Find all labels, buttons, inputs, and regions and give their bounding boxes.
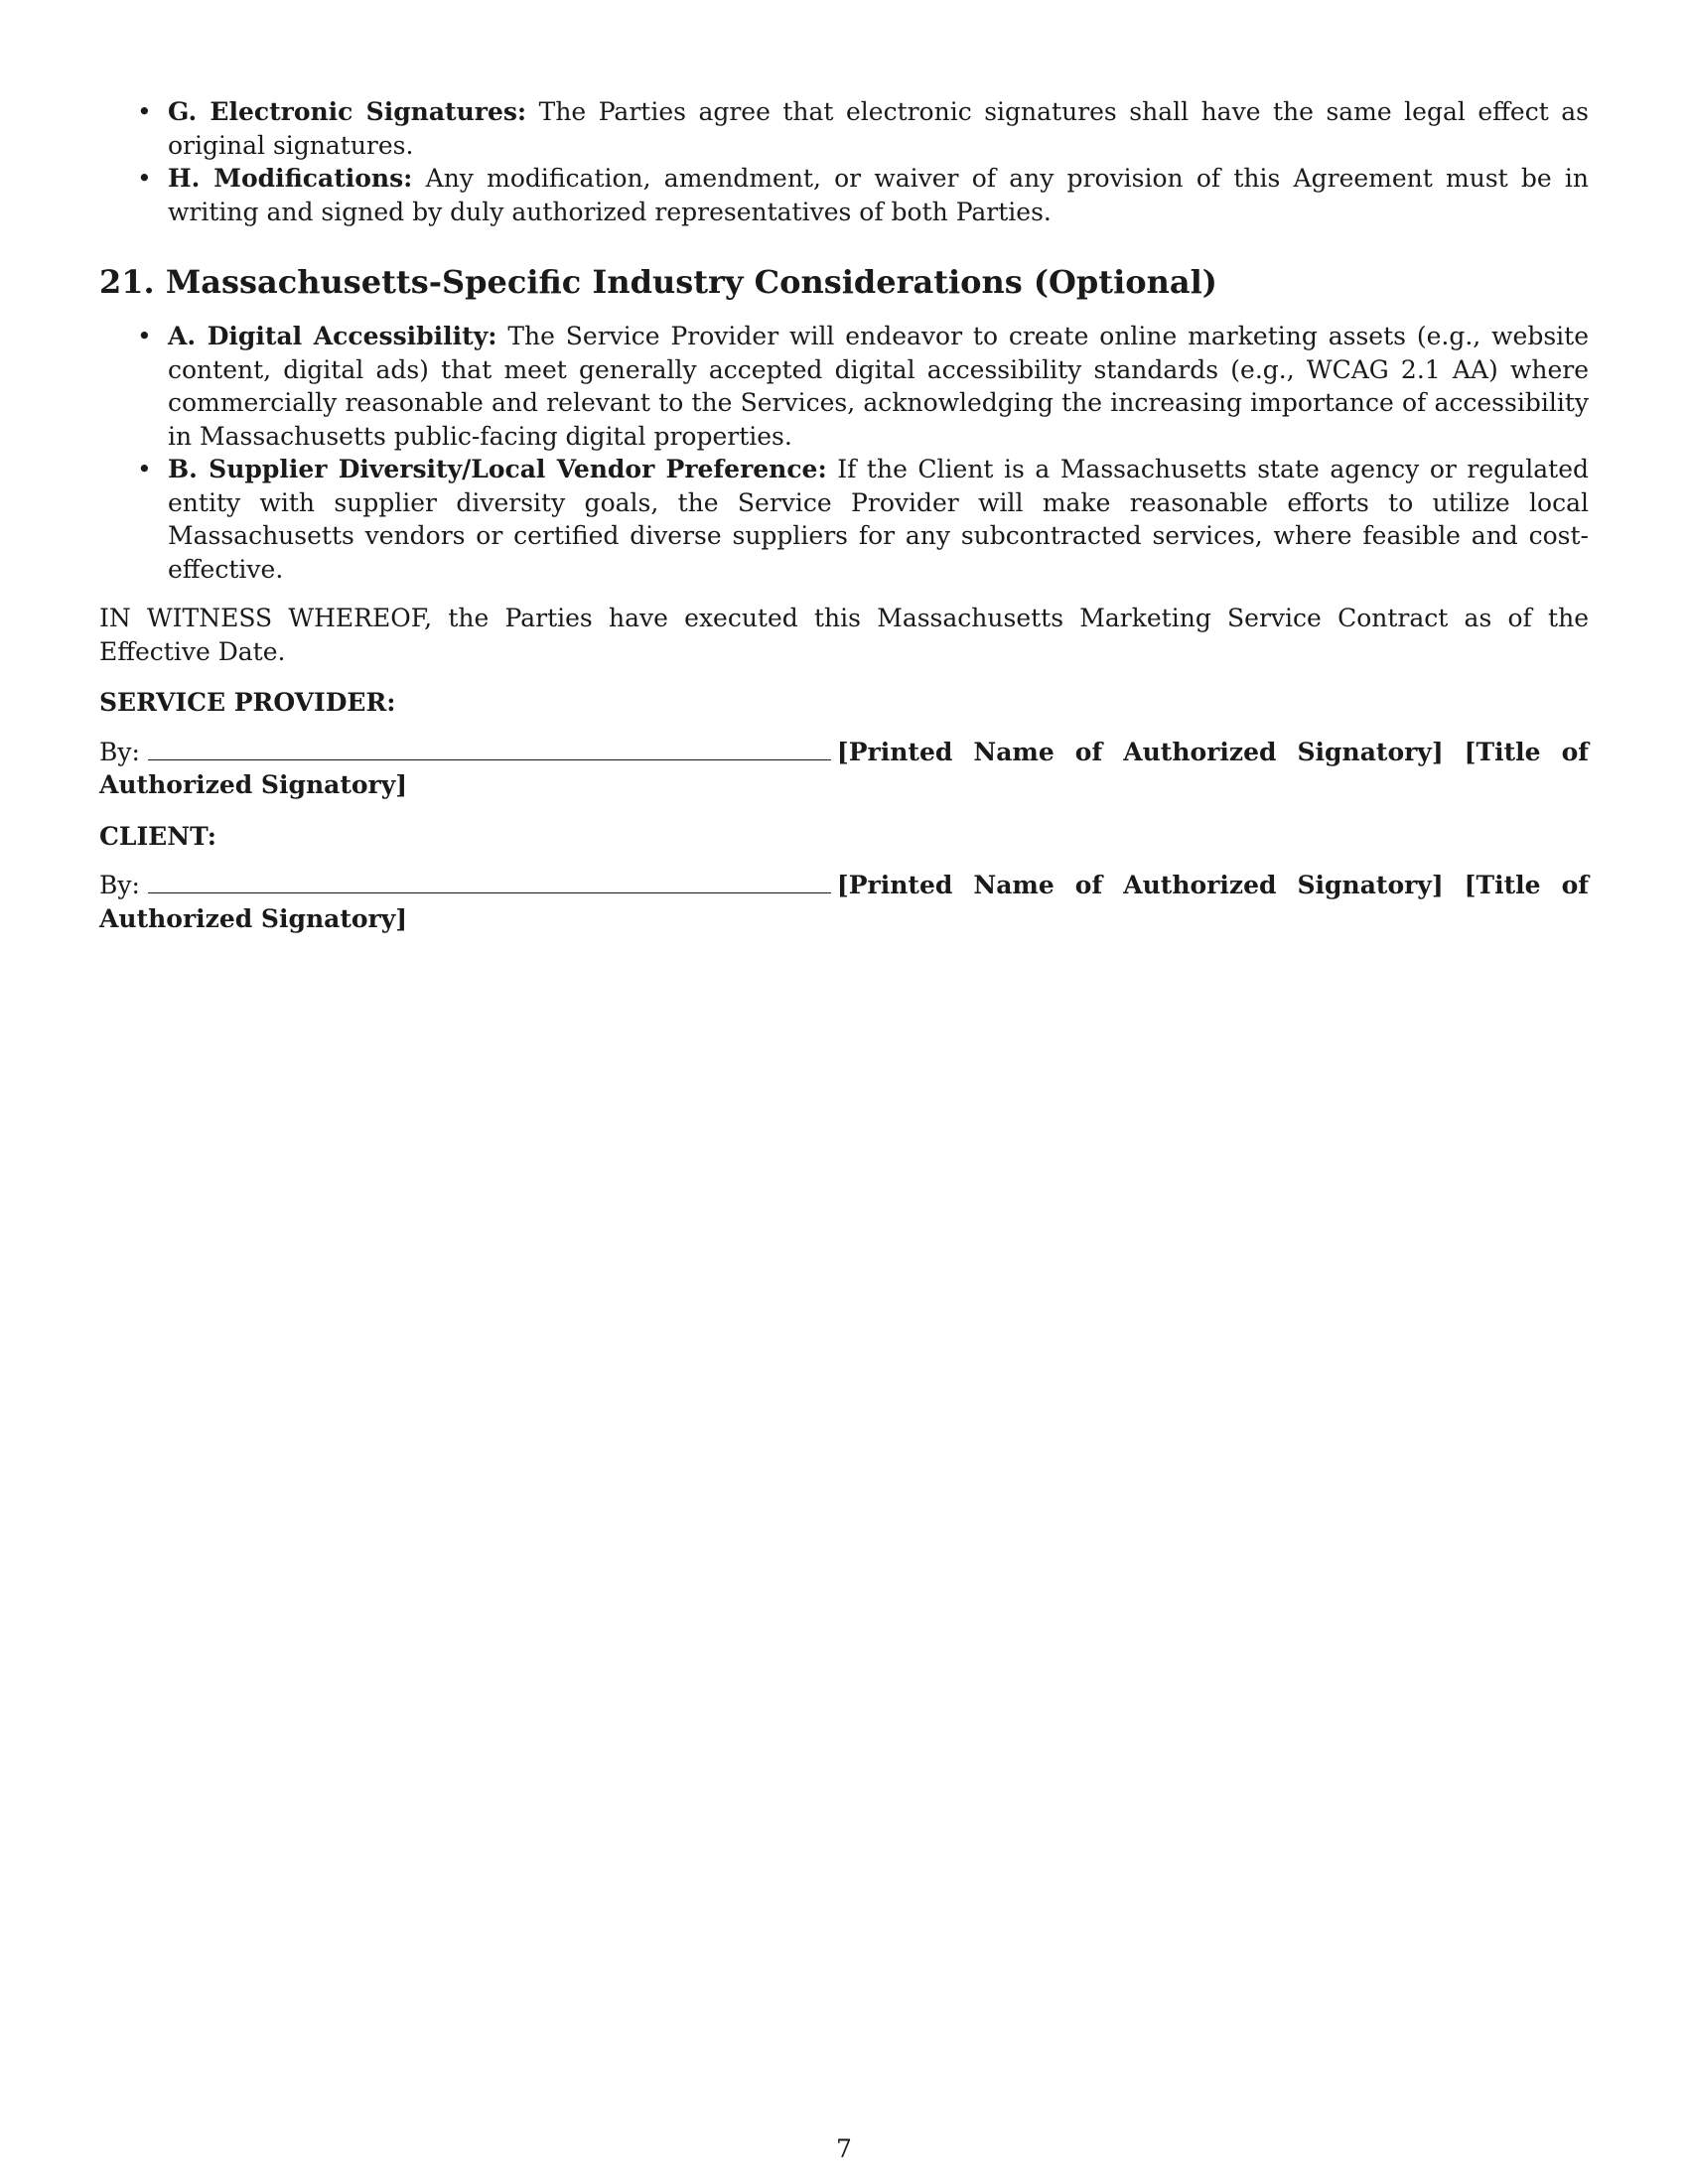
party-label: CLIENT:	[99, 821, 217, 851]
signature-line	[99, 736, 1589, 802]
clause-text: The Parties agree that electronic signatures shall have the same legal effect as original signatures.	[168, 97, 1589, 160]
signature-line	[99, 869, 1589, 935]
by-label: By:	[99, 871, 140, 899]
clause-term: H. Modifications:	[168, 164, 413, 193]
party-label: SERVICE PROVIDER:	[99, 688, 396, 717]
clause-text: Any modification, amendment, or waiver of any provision of this Agreement must be in writing and signed by duly authorized representatives of both Parties.	[168, 164, 1590, 226]
section-item-list	[99, 320, 1589, 586]
signature-block-service-provider	[99, 686, 1589, 802]
clause-text: If the Client is a Massachusetts state agency or regulated entity with supplier diversity goals, the Service Provider will make reasonable efforts to utilize local Massachusetts vendors or certified diverse suppliers for any subcontracted services, where feasible and cost-effective.	[168, 455, 1589, 584]
clause-text: The Service Provider will endeavor to create online marketing assets (e.g., website content, digital ads) that meet generally accepted digital accessibility standards (e.g., WCAG 2.1 AA) where commercially reasonable and relevant to the Services, acknowledging the increasing importance of accessibility in Massachusetts public-facing digital properties.	[168, 322, 1589, 451]
signature-block-client	[99, 820, 1589, 936]
clause-supplier-diversity	[99, 453, 1589, 586]
by-label: By:	[99, 737, 140, 766]
signatory-placeholder: [Printed Name of Authorized Signatory] [Title of Authorized Signatory]	[99, 871, 1589, 933]
clause-term: B. Supplier Diversity/Local Vendor Preference:	[168, 455, 827, 483]
section-number: 21.	[99, 263, 155, 301]
clause-electronic-signatures	[99, 95, 1589, 162]
clause-term: G. Electronic Signatures:	[168, 97, 527, 126]
clause-modifications	[99, 162, 1589, 228]
section-title: Massachusetts-Specific Industry Considerations (Optional)	[165, 263, 1217, 301]
clause-list-top	[99, 95, 1589, 228]
witness-paragraph: IN WITNESS WHEREOF, the Parties have executed this Massachusetts Marketing Service Contract as of the Effective Date.	[99, 604, 1589, 666]
signature-field[interactable]	[148, 871, 831, 893]
document-page	[99, 95, 1589, 935]
signature-field[interactable]	[148, 738, 831, 760]
section-heading	[99, 262, 1589, 302]
signatory-placeholder: [Printed Name of Authorized Signatory] [Title of Authorized Signatory]	[99, 737, 1589, 799]
page-number: 7	[836, 2134, 852, 2163]
clause-digital-accessibility	[99, 320, 1589, 453]
clause-term: A. Digital Accessibility:	[168, 322, 497, 350]
